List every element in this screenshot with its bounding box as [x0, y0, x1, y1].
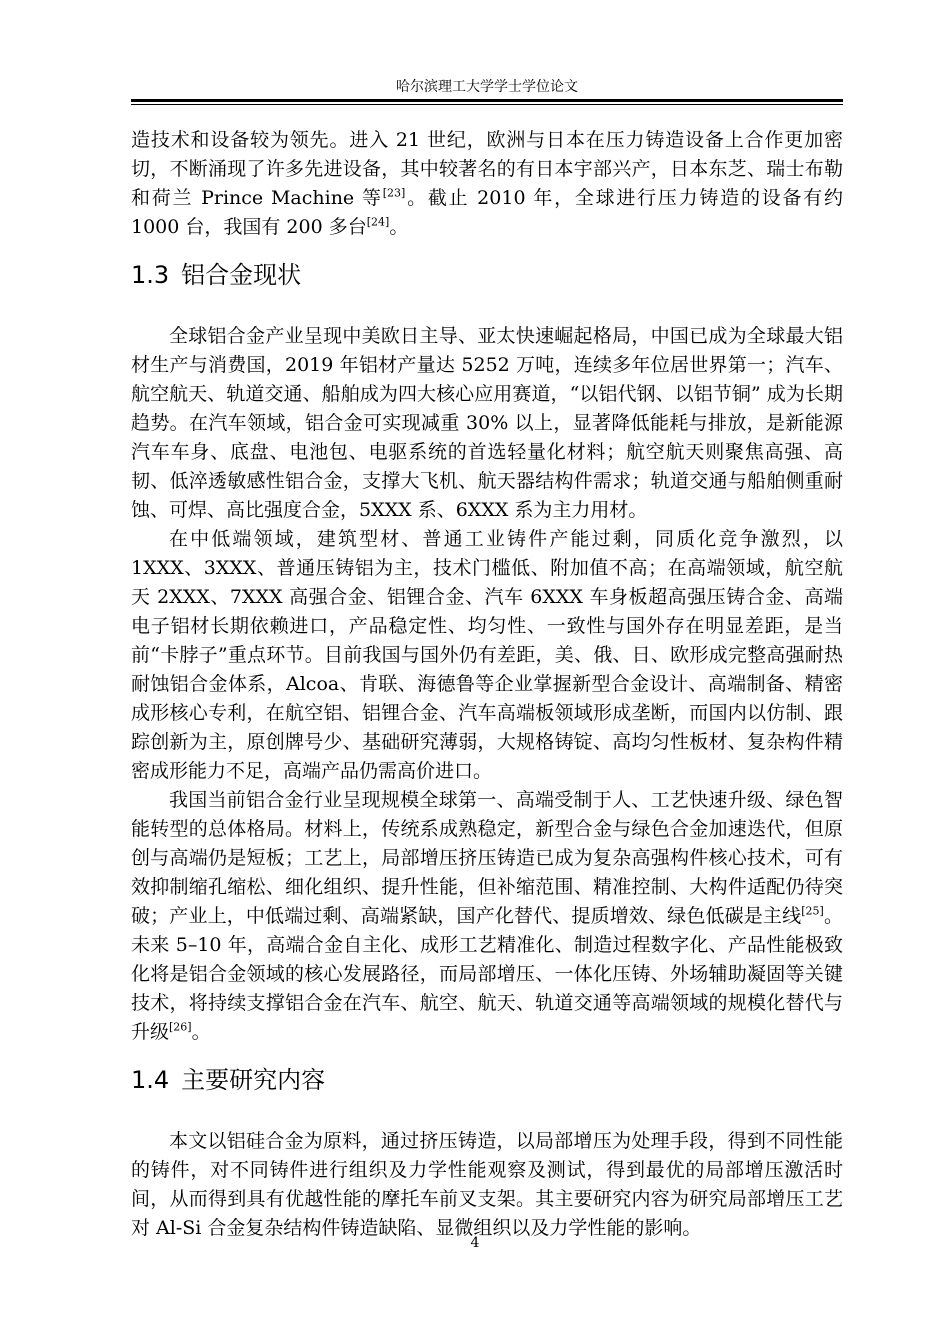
paragraph-text: 造技术和设备较为领先。进入 21 世纪，欧洲与日本在压力铸造设备上合作更加密切，不断涌现了许多先进设备，其中较著名的有日本宇部兴产，日本东芝、瑞士布勒和荷兰 Prince Machine 等	[131, 129, 843, 209]
paragraph-text: 我国当前铝合金行业呈现规模全球第一、高端受制于人、工艺快速升级、绿色智能转型的总体格局。材料上，传统系成熟稳定，新型合金与绿色合金加速迭代，但原创与高端仍是短板；工艺上，局部增压挤压铸造已成为复杂高强构件核心技术，可有效抑制缩孔缩松、细化组织、提升性能，但补缩范围、精准控制、大构件适配仍待突破；产业上，中低端过剩、高端紧缺，国产化替代、提质增效、绿色低碳是主线	[131, 789, 843, 927]
running-header: 哈尔滨理工大学学士学位论文	[396, 79, 578, 95]
header-rule-thick	[131, 99, 843, 102]
paragraph: 全球铝合金产业呈现中美欧日主导、亚太快速崛起格局，中国已成为全球最大铝材生产与消费国，2019 年铝材产量达 5252 万吨，连续多年位居世界第一；汽车、航空航天、轨道交通、船舶成为四大核心应用赛道，“以铝代钢、以铝节铜” 成为长期趋势。在汽车领域，铝合金可实现减重 30% 以上，显著降低能耗与排放，是新能源汽车车身、底盘、电池包、电驱系统的首选轻量化材料；航空航天则聚焦高强、高韧、低淬透敏感性铝合金，支撑大飞机、航天器结构件需求；轨道交通与船舶侧重耐蚀、可焊、高比强度合金，5XXX 系、6XXX 系为主力用材。	[131, 325, 843, 521]
section-title: 主要研究内容	[181, 1066, 326, 1094]
paragraph-text: 。未来 5–10 年，高端合金自主化、成形工艺精准化、制造过程数字化、产品性能极致化将是铝合金领域的核心发展路径，而局部增压、一体化压铸、外场辅助凝固等关键技术，将持续支撑铝合金在汽车、航空、航天、轨道交通等高端领域的规模化替代与升级	[131, 905, 843, 1043]
paragraph: 本文以铝硅合金为原料，通过挤压铸造，以局部增压为处理手段，得到不同性能的铸件，对不同铸件进行组织及力学性能观察及测试，得到最优的局部增压激活时间，从而得到具有优越性能的摩托车前叉支架。其主要研究内容为研究局部增压工艺对 Al-Si 合金复杂结构件铸造缺陷、显微组织以及力学性能的影响。	[131, 1130, 843, 1239]
spacer	[131, 292, 843, 322]
page-number: 4	[470, 1235, 480, 1251]
section-title: 铝合金现状	[181, 261, 302, 289]
section-heading-1-3	[131, 258, 843, 292]
citation: [25]	[801, 904, 824, 918]
paragraph	[131, 786, 843, 1047]
spacer	[131, 1047, 843, 1063]
section-heading-1-4	[131, 1063, 843, 1097]
section-number: 1.4	[131, 1066, 170, 1094]
paragraph-text: 。	[191, 1021, 211, 1043]
paragraph: 在中低端领域，建筑型材、普通工业铸件产能过剩，同质化竞争激烈，以 1XXX、3XXX、普通压铸铝为主，技术门槛低、附加值不高；在高端领域，航空航天 2XXX、7XXX 高强合金、铝锂合金、汽车 6XXX 车身板超高强压铸合金、高端电子铝材长期依赖进口，产品稳定性、均匀性、一致性与国外存在明显差距，是当前“卡脖子”重点环节。目前我国与国外仍有差距，美、俄、日、欧形成完整高强耐热耐蚀铝合金体系，Alcoa、肯联、海德鲁等企业掌握新型合金设计、高端制备、精密成形核心专利，在航空铝、铝锂合金、汽车高端板领域形成垄断，而国内以仿制、跟踪创新为主，原创牌号少、基础研究薄弱，大规格铸锭、高均匀性板材、复杂构件精密成形能力不足，高端产品仍需高价进口。	[131, 528, 843, 782]
header-rule-thin	[131, 104, 843, 105]
section-number: 1.3	[131, 261, 170, 289]
paragraph-text: 。截止 2010 年，全球进行压力铸造的设备有约 1000 台，我国有 200 多台	[131, 187, 843, 238]
spacer	[131, 242, 843, 258]
citation: [24]	[366, 215, 390, 229]
citation: [23]	[382, 186, 406, 200]
paragraph-text: 。	[389, 216, 409, 238]
citation: [26]	[169, 1020, 192, 1034]
body-content	[131, 126, 843, 1243]
spacer	[131, 1097, 843, 1127]
paragraph-continued	[131, 126, 843, 242]
